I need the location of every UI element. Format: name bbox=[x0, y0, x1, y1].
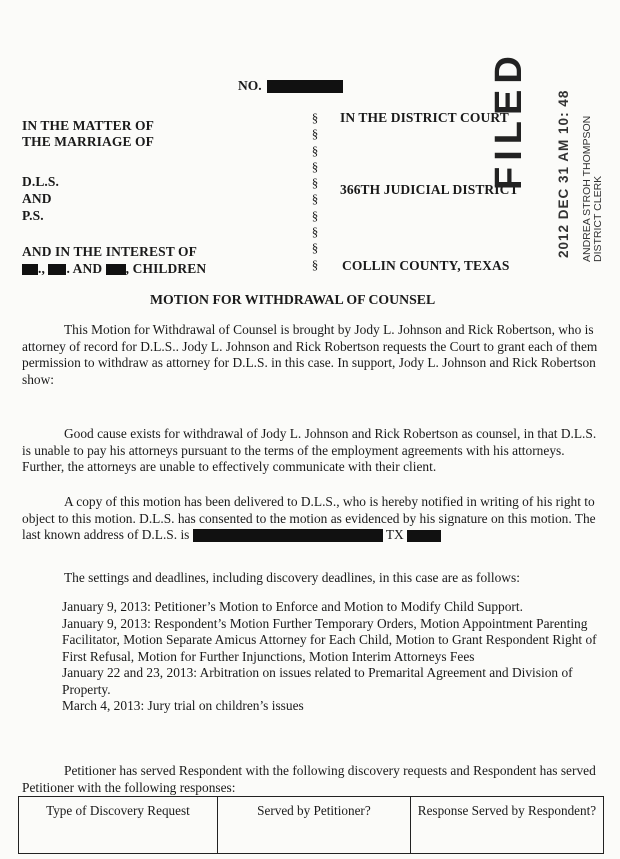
paragraph-text: The settings and deadlines, including discovery deadlines, in this case are as follows: bbox=[64, 570, 520, 585]
section-symbol: § bbox=[311, 158, 319, 174]
section-symbol: § bbox=[311, 142, 319, 158]
paragraph-settings-intro bbox=[22, 570, 602, 587]
clerk-title: DISTRICT CLERK bbox=[592, 175, 604, 262]
settings-item: March 4, 2013: Jury trial on children’s issues bbox=[62, 698, 304, 713]
redaction-child-3 bbox=[106, 264, 126, 275]
redaction-cause-number bbox=[267, 80, 343, 93]
caption-party-2: P.S. bbox=[22, 208, 44, 223]
caption-matter-line1: IN THE MATTER OF bbox=[22, 118, 154, 133]
notice-text: A copy of this motion has been delivered to D.L.S., who is hereby notified in writing of his right to object to this motion. D.L.S. has consented to the motion as evidenced by his signature on this motion. The last known address of D.L.S. is bbox=[22, 494, 596, 542]
paragraph-text bbox=[22, 494, 602, 544]
section-symbol: § bbox=[311, 110, 319, 125]
caption-party-1: D.L.S. bbox=[22, 174, 59, 189]
table-header-row bbox=[19, 797, 604, 854]
table-header-cell: Response Served by Respondent? bbox=[410, 797, 603, 854]
filed-stamp: FILED bbox=[488, 50, 530, 190]
children-separator-1: ., bbox=[38, 261, 49, 276]
section-symbol: § bbox=[311, 207, 319, 223]
paragraph-text: Petitioner has served Respondent with the following discovery requests and Respondent has served Petitioner with the following responses: bbox=[22, 763, 596, 795]
paragraph-notice bbox=[22, 494, 602, 544]
caption-matter-line2: THE MARRIAGE OF bbox=[22, 134, 155, 149]
children-separator-2: . AND bbox=[66, 261, 106, 276]
settings-item: January 22 and 23, 2013: Arbitration on issues related to Premarital Agreement and Division of Property. bbox=[62, 665, 573, 697]
section-symbol: § bbox=[311, 175, 319, 191]
caption-and: AND bbox=[22, 191, 52, 206]
children-suffix: , CHILDREN bbox=[125, 261, 207, 276]
notice-state: TX bbox=[385, 527, 404, 542]
section-symbol: § bbox=[311, 240, 319, 256]
filed-stamp-datetime: 2012 DEC 31 AM 10: 48 bbox=[556, 89, 571, 258]
redaction-zip bbox=[407, 530, 441, 542]
caption-court: IN THE DISTRICT COURT bbox=[340, 110, 509, 125]
redaction-child-2 bbox=[48, 264, 66, 275]
caption-children-line bbox=[22, 261, 206, 277]
paragraph-good-cause bbox=[22, 426, 602, 476]
paragraph-text: Good cause exists for withdrawal of Jody L. Johnson and Rick Robertson as counsel, in that D.L.S. is unable to pay his attorneys pursuant to the terms of the employment agreements with his attorneys. Further, the attorneys are unable to effectively communicate with their client. bbox=[22, 426, 597, 474]
section-symbol: § bbox=[311, 256, 319, 272]
redaction-child-1 bbox=[22, 264, 38, 275]
filed-stamp-clerk bbox=[582, 116, 604, 262]
section-symbol: § bbox=[311, 191, 319, 207]
redaction-address bbox=[193, 529, 383, 542]
cause-number-label: NO. bbox=[238, 78, 262, 93]
discovery-table bbox=[18, 796, 604, 854]
table-header-cell: Served by Petitioner? bbox=[217, 797, 410, 854]
settings-item: January 9, 2013: Petitioner’s Motion to Enforce and Motion to Modify Child Support. bbox=[62, 599, 523, 614]
paragraph-text: This Motion for Withdrawal of Counsel is brought by Jody L. Johnson and Rick Robertson, who is attorney of record for D.L.S.. Jody L. Johnson and Rick Robertson requests the Court to grant each of them permission to withdraw as attorney for D.L.S. in this case. In support, Jody L. Johnson and Rick Robertson show: bbox=[22, 322, 598, 387]
paragraph-discovery-intro bbox=[22, 763, 602, 796]
settings-item: January 9, 2013: Respondent’s Motion Further Temporary Orders, Motion Appointment Parenting Facilitator, Motion Separate Amicus Attorney for Each Child, Motion to Grant Respondent Right of First Refusal, Motion for Further Injunctions, Motion Interim Attorneys Fees bbox=[62, 615, 597, 664]
section-symbol: § bbox=[311, 224, 319, 240]
document-title: MOTION FOR WITHDRAWAL OF COUNSEL bbox=[150, 292, 436, 307]
section-symbol-column bbox=[308, 110, 322, 273]
clerk-name: ANDREA STROH THOMPSON bbox=[581, 115, 593, 262]
settings-list bbox=[22, 599, 610, 715]
caption-county: COLLIN COUNTY, TEXAS bbox=[342, 258, 510, 273]
section-symbol: § bbox=[311, 126, 319, 142]
table-header-cell: Type of Discovery Request bbox=[19, 797, 218, 854]
paragraph-motion-intro bbox=[22, 322, 602, 388]
caption-interest-line: AND IN THE INTEREST OF bbox=[22, 244, 197, 259]
cause-number bbox=[238, 78, 343, 94]
caption-district: 366TH JUDICIAL DISTRICT bbox=[340, 182, 519, 197]
